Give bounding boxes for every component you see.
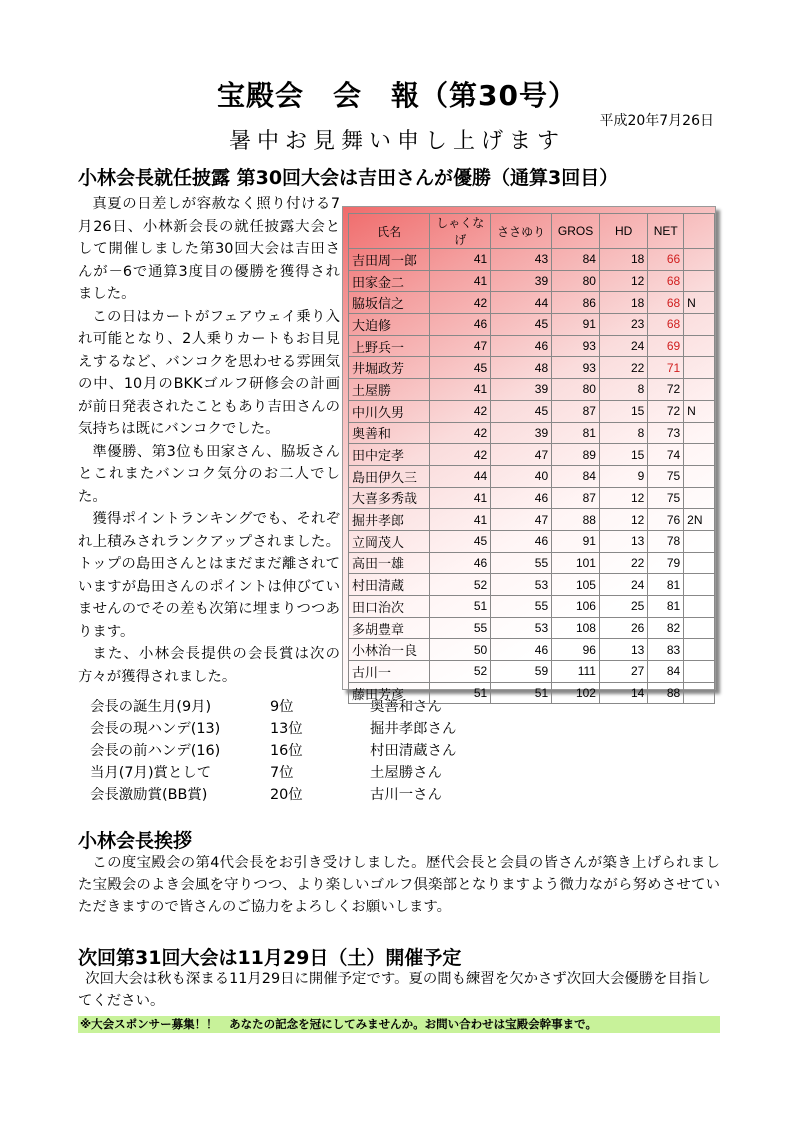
sponsor-banner: ※大会スポンサー募集！！ あなたの記念を冠にしてみませんか。お問い合わせは宝殿会幹事まで。 — [78, 1016, 720, 1033]
player-name: 中川久男 — [349, 400, 430, 422]
score-note: 2N — [684, 509, 715, 531]
score-gros: 80 — [552, 379, 600, 401]
score-note — [684, 661, 715, 683]
article1-paragraph: 獲得ポイントランキングでも、それぞれ上積みされランクアップされました。トップの島田さんとはまだまだ離されていますが島田さんのポイントは伸びていませんのでその差も次第に埋まりつつあります。 — [78, 511, 340, 640]
column-header-hd: HD — [599, 214, 647, 249]
award-name: 会長激励賞(BB賞) — [90, 787, 208, 803]
summer-greeting: 暑中お見舞い申し上げます — [228, 129, 565, 154]
results-row — [349, 509, 715, 531]
score-gros: 86 — [552, 292, 600, 314]
score-gros: 91 — [552, 530, 600, 552]
column-header-shakunage: しゃくなげ — [430, 214, 491, 249]
score-note — [684, 444, 715, 466]
score-net: 83 — [648, 639, 684, 661]
score-gros: 106 — [552, 596, 600, 618]
score-shakunage: 44 — [430, 465, 491, 487]
score-shakunage: 46 — [430, 314, 491, 336]
article3-body — [78, 968, 720, 1012]
score-note — [684, 596, 715, 618]
score-shakunage: 42 — [430, 444, 491, 466]
score-net: 71 — [648, 357, 684, 379]
score-net: 68 — [648, 292, 684, 314]
score-gros: 84 — [552, 465, 600, 487]
results-row — [349, 617, 715, 639]
score-sasayuri: 46 — [491, 639, 552, 661]
score-shakunage: 42 — [430, 400, 491, 422]
results-row — [349, 682, 715, 704]
score-hd: 8 — [599, 422, 647, 444]
score-sasayuri: 53 — [491, 617, 552, 639]
score-note — [684, 379, 715, 401]
player-name: 藤田芳彦 — [349, 682, 430, 704]
results-row — [349, 596, 715, 618]
article2-paragraph: この度宝殿会の第4代会長をお引き受けしました。歴代会長と会員の皆さんが築き上げられました宝殿会のよき会風を守りつつ、より楽しいゴルフ倶楽部となりますよう微力ながら努めさせていただきますので皆さんのご協力をよろしくお願いします。 — [78, 855, 720, 915]
article1-paragraph: 準優勝、第3位も田家さん、脇坂さんとこれまたバンコク気分のお二人でした。 — [78, 443, 340, 505]
score-sasayuri: 48 — [491, 357, 552, 379]
score-sasayuri: 45 — [491, 400, 552, 422]
score-note — [684, 639, 715, 661]
player-name: 脇坂信之 — [349, 292, 430, 314]
score-gros: 88 — [552, 509, 600, 531]
score-hd: 22 — [599, 357, 647, 379]
award-rank: 16位 — [270, 743, 303, 759]
results-row — [349, 379, 715, 401]
player-name: 大迫修 — [349, 314, 430, 336]
score-sasayuri: 59 — [491, 661, 552, 683]
score-net: 88 — [648, 682, 684, 704]
score-sasayuri: 46 — [491, 487, 552, 509]
score-net: 81 — [648, 596, 684, 618]
article2-heading: 小林会長挨拶 — [78, 830, 193, 852]
score-note — [684, 249, 715, 271]
score-note — [684, 574, 715, 596]
column-header-gros: GROS — [552, 214, 600, 249]
score-net: 66 — [648, 249, 684, 271]
award-person: 古川一さん — [370, 787, 442, 803]
player-name: 田口治次 — [349, 596, 430, 618]
score-shakunage: 51 — [430, 596, 491, 618]
score-net: 76 — [648, 509, 684, 531]
score-sasayuri: 46 — [491, 335, 552, 357]
score-gros: 87 — [552, 487, 600, 509]
score-sasayuri: 44 — [491, 292, 552, 314]
score-gros: 84 — [552, 249, 600, 271]
score-net: 82 — [648, 617, 684, 639]
column-header-name: 氏名 — [349, 214, 430, 249]
results-body — [349, 249, 715, 704]
award-rank: 20位 — [270, 787, 303, 803]
player-name: 吉田周一郎 — [349, 249, 430, 271]
award-list — [90, 696, 456, 806]
score-shakunage: 55 — [430, 617, 491, 639]
player-name: 井堀政芳 — [349, 357, 430, 379]
score-net: 72 — [648, 379, 684, 401]
score-gros: 91 — [552, 314, 600, 336]
column-header-note — [684, 214, 715, 249]
award-rank: 13位 — [270, 721, 303, 737]
article1-paragraph: また、小林会長提供の会長賞は次の方々が獲得されました。 — [78, 646, 340, 685]
score-gros: 87 — [552, 400, 600, 422]
award-person: 土屋勝さん — [370, 765, 442, 781]
score-hd: 22 — [599, 552, 647, 574]
score-sasayuri: 55 — [491, 552, 552, 574]
score-shakunage: 46 — [430, 552, 491, 574]
results-row — [349, 314, 715, 336]
score-shakunage: 47 — [430, 335, 491, 357]
score-hd: 12 — [599, 270, 647, 292]
article3-paragraph: 次回大会は秋も深まる11月29日に開催予定です。夏の間も練習を欠かさず次回大会優勝を目指してください。 — [78, 971, 711, 1009]
score-net: 79 — [648, 552, 684, 574]
score-hd: 13 — [599, 530, 647, 552]
score-note — [684, 422, 715, 444]
score-gros: 102 — [552, 682, 600, 704]
article1-heading: 小林会長就任披露 第30回大会は吉田さんが優勝（通算3回目） — [78, 167, 619, 189]
score-shakunage: 45 — [430, 530, 491, 552]
player-name: 田家金二 — [349, 270, 430, 292]
score-hd: 14 — [599, 682, 647, 704]
score-sasayuri: 53 — [491, 574, 552, 596]
score-hd: 25 — [599, 596, 647, 618]
score-net: 74 — [648, 444, 684, 466]
results-row — [349, 335, 715, 357]
score-hd: 12 — [599, 487, 647, 509]
results-row — [349, 357, 715, 379]
score-note — [684, 530, 715, 552]
score-shakunage: 52 — [430, 574, 491, 596]
player-name: 村田清蔵 — [349, 574, 430, 596]
score-hd: 8 — [599, 379, 647, 401]
score-sasayuri: 47 — [491, 444, 552, 466]
newsletter-title: 宝殿会 会 報（第30号） — [217, 79, 577, 112]
results-row — [349, 574, 715, 596]
score-net: 69 — [648, 335, 684, 357]
player-name: 田中定孝 — [349, 444, 430, 466]
award-rank: 7位 — [270, 765, 294, 781]
score-hd: 13 — [599, 639, 647, 661]
score-hd: 9 — [599, 465, 647, 487]
score-note — [684, 552, 715, 574]
results-row — [349, 444, 715, 466]
score-shakunage: 41 — [430, 509, 491, 531]
results-table — [348, 213, 715, 704]
score-gros: 89 — [552, 444, 600, 466]
score-net: 75 — [648, 487, 684, 509]
score-gros: 108 — [552, 617, 600, 639]
score-gros: 80 — [552, 270, 600, 292]
score-net: 68 — [648, 314, 684, 336]
player-name: 高田一雄 — [349, 552, 430, 574]
score-shakunage: 41 — [430, 487, 491, 509]
score-gros: 105 — [552, 574, 600, 596]
score-net: 84 — [648, 661, 684, 683]
score-sasayuri: 55 — [491, 596, 552, 618]
award-rank: 9位 — [270, 699, 294, 715]
results-row — [349, 639, 715, 661]
player-name: 古川一 — [349, 661, 430, 683]
score-note — [684, 270, 715, 292]
score-shakunage: 45 — [430, 357, 491, 379]
score-net: 78 — [648, 530, 684, 552]
score-gros: 81 — [552, 422, 600, 444]
award-row — [90, 762, 456, 784]
article2-body — [78, 852, 720, 918]
score-shakunage: 52 — [430, 661, 491, 683]
score-sasayuri: 45 — [491, 314, 552, 336]
results-row — [349, 292, 715, 314]
score-sasayuri: 39 — [491, 379, 552, 401]
results-row — [349, 487, 715, 509]
article3-heading: 次回第31回大会は11月29日（土）開催予定 — [78, 947, 462, 969]
results-row — [349, 552, 715, 574]
score-net: 73 — [648, 422, 684, 444]
score-shakunage: 50 — [430, 639, 491, 661]
article1-body — [78, 193, 340, 688]
award-name: 会長の現ハンデ(13) — [90, 721, 221, 737]
award-name: 会長の誕生月(9月) — [90, 699, 212, 715]
score-sasayuri: 47 — [491, 509, 552, 531]
score-note — [684, 335, 715, 357]
score-sasayuri: 39 — [491, 270, 552, 292]
award-person: 掘井孝郎さん — [370, 721, 457, 737]
column-header-sasayuri: ささゆり — [491, 214, 552, 249]
score-hd: 24 — [599, 574, 647, 596]
results-header-row — [349, 214, 715, 249]
article1-paragraph: 真夏の日差しが容赦なく照り付ける7月26日、小林新会長の就任披露大会として開催しました第30回大会は吉田さんが－6で通算3度目の優勝を獲得されました。 — [78, 196, 340, 302]
score-hd: 15 — [599, 444, 647, 466]
player-name: 立岡茂人 — [349, 530, 430, 552]
score-note — [684, 357, 715, 379]
column-header-net: NET — [648, 214, 684, 249]
award-person: 奥善和さん — [370, 699, 442, 715]
results-row — [349, 400, 715, 422]
award-name: 当月(7月)賞として — [90, 765, 212, 781]
results-row — [349, 422, 715, 444]
score-net: 68 — [648, 270, 684, 292]
score-hd: 23 — [599, 314, 647, 336]
results-panel — [342, 206, 716, 703]
score-shakunage: 41 — [430, 270, 491, 292]
score-sasayuri: 51 — [491, 682, 552, 704]
results-row — [349, 249, 715, 271]
score-shakunage: 41 — [430, 379, 491, 401]
score-gros: 93 — [552, 335, 600, 357]
score-gros: 93 — [552, 357, 600, 379]
score-hd: 12 — [599, 509, 647, 531]
award-person: 村田清蔵さん — [370, 743, 457, 759]
score-hd: 27 — [599, 661, 647, 683]
results-row — [349, 661, 715, 683]
award-row — [90, 718, 456, 740]
score-net: 75 — [648, 465, 684, 487]
score-note — [684, 314, 715, 336]
award-row — [90, 784, 456, 806]
score-note — [684, 487, 715, 509]
score-sasayuri: 39 — [491, 422, 552, 444]
player-name: 掘井孝郎 — [349, 509, 430, 531]
player-name: 土屋勝 — [349, 379, 430, 401]
results-row — [349, 530, 715, 552]
score-shakunage: 42 — [430, 292, 491, 314]
score-gros: 111 — [552, 661, 600, 683]
score-hd: 18 — [599, 292, 647, 314]
score-hd: 24 — [599, 335, 647, 357]
score-hd: 18 — [599, 249, 647, 271]
player-name: 奥善和 — [349, 422, 430, 444]
score-sasayuri: 46 — [491, 530, 552, 552]
article1-paragraph: この日はカートがフェアウェイ乗り入れ可能となり、2人乗りカートもお目見えするなど、バンコクを思わせる雰囲気の中、10月のBKKゴルフ研修会の計画が前日発表されたこともあり吉田さんの気持ちは既にバンコクでした。 — [78, 308, 340, 437]
score-note: N — [684, 292, 715, 314]
score-note — [684, 465, 715, 487]
player-name: 小林治一良 — [349, 639, 430, 661]
score-note — [684, 682, 715, 704]
player-name: 大喜多秀哉 — [349, 487, 430, 509]
score-sasayuri: 40 — [491, 465, 552, 487]
score-shakunage: 42 — [430, 422, 491, 444]
score-note: N — [684, 400, 715, 422]
score-note — [684, 617, 715, 639]
award-name: 会長の前ハンデ(16) — [90, 743, 221, 759]
score-sasayuri: 43 — [491, 249, 552, 271]
player-name: 上野兵一 — [349, 335, 430, 357]
results-row — [349, 270, 715, 292]
score-gros: 101 — [552, 552, 600, 574]
player-name: 多胡豊章 — [349, 617, 430, 639]
score-net: 81 — [648, 574, 684, 596]
score-shakunage: 51 — [430, 682, 491, 704]
results-row — [349, 465, 715, 487]
score-hd: 15 — [599, 400, 647, 422]
score-hd: 26 — [599, 617, 647, 639]
score-shakunage: 41 — [430, 249, 491, 271]
score-net: 72 — [648, 400, 684, 422]
player-name: 島田伊久三 — [349, 465, 430, 487]
issue-date: 平成20年7月26日 — [599, 113, 714, 129]
score-gros: 96 — [552, 639, 600, 661]
award-row — [90, 740, 456, 762]
